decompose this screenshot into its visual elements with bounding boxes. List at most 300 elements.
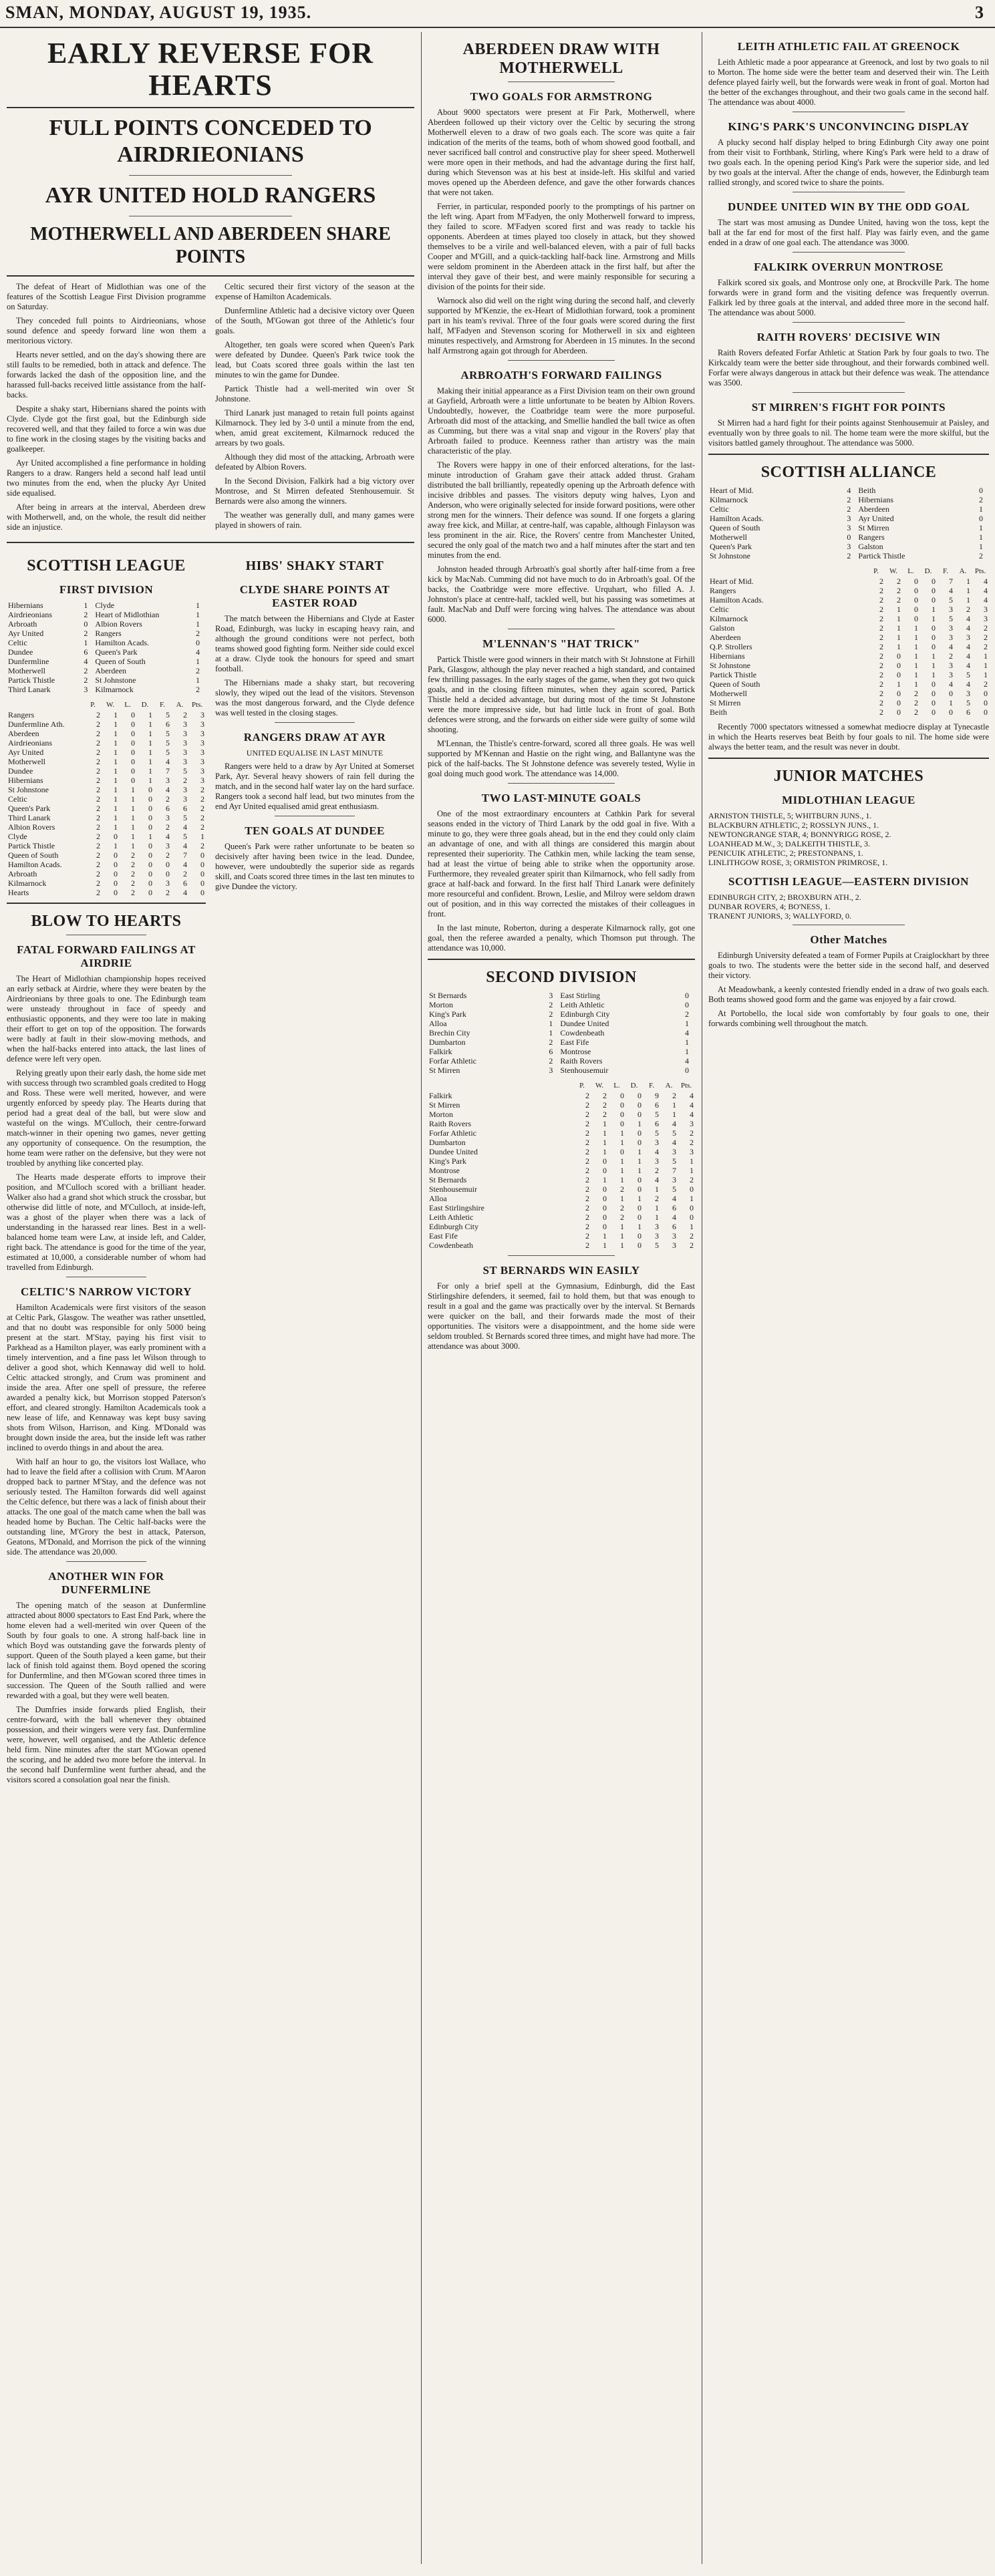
table-cell: 0 (620, 1147, 624, 1156)
lower-columns (7, 548, 414, 1789)
result-cell: Dunfermline (8, 657, 49, 666)
table-cell: East Stirlingshire (429, 1203, 484, 1213)
table-cell: 2 (200, 794, 204, 804)
table-cell: 0 (932, 679, 936, 689)
aberdeen-article (428, 108, 695, 356)
table-row (7, 776, 206, 785)
table-cell: 1 (914, 670, 918, 679)
table-cell: 2 (879, 689, 883, 698)
table-cell: 2 (200, 822, 204, 832)
blow-subtitle: FATAL FORWARD FAILINGS AT AIRDRIE (17, 943, 196, 969)
result-line: EDINBURGH CITY, 2; BROXBURN ATH., 2. (708, 893, 861, 902)
table-cell: 2 (96, 766, 100, 776)
paragraph: About 9000 spectators were present at Fir Park, Motherwell, where Aberdeen followed up their victory over the Celtic by securing the strong Motherwell eleven to a draw of two goals each. The score was quite a fair indication of the merits of the teams, both of whom showed good football, and never sacrificed ball control and constructive play for sheer speed. Motherwell were more open in their methods, and had the advantage during the first half, during which Stevenson was at his best at inside-left. His skilful and varied moves opened up the Aberdeen defence, and gave the other forwards chances that were not taken. (428, 108, 695, 197)
table-cell: 1 (914, 661, 918, 670)
table-cell: 2 (585, 1091, 589, 1100)
result-cell: 2 (847, 551, 851, 560)
table-cell: 6 (166, 804, 170, 813)
table-cell: 1 (200, 832, 204, 841)
arbroath-title: ARBROATH'S FORWARD FAILINGS (460, 369, 662, 381)
table-cell: 3 (183, 794, 187, 804)
table-cell: Motherwell (8, 757, 45, 766)
table-cell: 3 (655, 1156, 659, 1166)
table-cell: 4 (672, 1119, 676, 1128)
paragraph: At Portobello, the local side won comfortably by four goals to one, their forwards combining well throughout the match. (708, 1009, 989, 1028)
result-cell: Celtic (8, 638, 27, 647)
table-cell: 1 (690, 1222, 694, 1231)
result-cell: 1 (84, 601, 88, 610)
table-row (708, 623, 989, 633)
result-line: ARNISTON THISTLE, 5; WHITBURN JUNS., 1. (708, 811, 872, 820)
table-cell: 1 (655, 1184, 659, 1194)
two-last-article (428, 809, 695, 953)
table-cell: 0 (603, 1203, 607, 1213)
table-cell: St Johnstone (710, 661, 751, 670)
table-cell: 0 (131, 757, 135, 766)
table-cell: 2 (96, 729, 100, 738)
table-cell: 1 (148, 766, 152, 776)
result-cell: Third Lanark (8, 685, 51, 694)
table-cell: 4 (183, 860, 187, 869)
table-cell: 1 (637, 1119, 642, 1128)
table-cell: Edinburgh City (429, 1222, 479, 1231)
table-cell: 0 (148, 813, 152, 822)
table-cell: 0 (131, 748, 135, 757)
table-row (7, 813, 206, 822)
paragraph: The start was most amusing as Dundee United, having won the toss, kept the ball at the far end for most of the first half. Play was fairly even, and the game ended in a draw of one goal each. The attendance was 3000. (708, 218, 989, 247)
table-cell: 0 (603, 1184, 607, 1194)
result-cell: 2 (549, 1009, 553, 1019)
result-cell: 1 (979, 504, 983, 514)
table-cell: 1 (131, 832, 135, 841)
table-cell: 0 (148, 785, 152, 794)
table-cell: 4 (690, 1110, 694, 1119)
table-cell: 2 (96, 841, 100, 850)
table-cell: 2 (96, 804, 100, 813)
table-cell: 2 (96, 738, 100, 748)
table-cell: 1 (966, 586, 970, 595)
table-cell: 0 (200, 860, 204, 869)
table-cell: Hamilton Acads. (710, 595, 764, 605)
table-cell: 2 (620, 1203, 624, 1213)
paragraph: Johnston headed through Arbroath's goal shortly after half-time from a free kick by MacNab. Cumming did not have much to do in Arbroath's goal. Of the backs, the Coatbridge were more effective. Urquhart, who filled A. J. Johnston's place at centre-half, tackled well, but his passing was sometimes at fault. MacNab and Duff were forcing wing halves. The attendance was about 6000. (428, 565, 695, 624)
result-cell: 1 (685, 1037, 689, 1047)
blow-article (7, 974, 206, 1273)
result-cell: Queen of South (710, 523, 760, 532)
table-cell: 2 (96, 860, 100, 869)
table-cell: Alloa (429, 1194, 447, 1203)
table-cell: 1 (114, 738, 118, 748)
table-cell: 4 (949, 586, 953, 595)
result-cell: Airdrieonians (8, 610, 52, 619)
result-cell: Hamilton Acads. (710, 514, 764, 523)
table-cell: 1 (914, 651, 918, 661)
eastern-division-title: SCOTTISH LEAGUE—EASTERN DIVISION (728, 875, 969, 888)
table-cell: 3 (690, 1147, 694, 1156)
table-cell: 2 (879, 661, 883, 670)
table-row (708, 651, 989, 661)
table-cell: 2 (131, 888, 135, 897)
result-cell: Queen of South (95, 657, 146, 666)
result-cell: Forfar Athletic (429, 1056, 476, 1066)
table-cell: 0 (148, 860, 152, 869)
paragraph: The opening match of the season at Dunfermline attracted about 8000 spectators to East End Park, where the home eleven had a well-merited win over Queen of the South by four goals to one. A strong half-back line in which Boyd was outstanding gave the forwards plenty of support. Queen of the South played a keen game, but their lack of finish told against them. Boyd opened the scoring for Dunfermline, and then M'Gowan scored three times in succession. The Queen of the South rallied and were rewarded with a goal, but they were well beaten. (7, 1601, 206, 1700)
table-cell: 3 (672, 1147, 676, 1156)
result-cell: 3 (847, 523, 851, 532)
result-cell: 2 (84, 666, 88, 675)
table-cell: East Fife (429, 1231, 458, 1241)
result-cell: 0 (685, 991, 689, 1000)
table-cell: 2 (131, 850, 135, 860)
table-row (428, 1194, 695, 1203)
table-cell: 1 (932, 651, 936, 661)
table-cell: 4 (166, 832, 170, 841)
paragraph: Edinburgh University defeated a team of Former Pupils at Craiglockhart by three goals to two. The students were the better side in the second half, and deserved their victory. (708, 951, 989, 980)
table-cell: St Mirren (429, 1100, 460, 1110)
table-cell: Queen's Park (8, 804, 51, 813)
result-cell: 0 (685, 1066, 689, 1075)
result-cell: 2 (847, 495, 851, 504)
table-cell: 2 (897, 577, 901, 586)
result-cell: 0 (685, 1000, 689, 1009)
table-cell: 4 (672, 1194, 676, 1203)
result-row (428, 1009, 695, 1019)
table-header: P. (873, 567, 879, 575)
result-cell: St Johnstone (710, 551, 751, 560)
result-cell: Heart of Mid. (710, 486, 754, 495)
table-cell: 1 (914, 642, 918, 651)
table-cell: 0 (914, 586, 918, 595)
result-cell: Raith Rovers (560, 1056, 603, 1066)
result-cell: St Bernards (429, 991, 467, 1000)
table-cell: 1 (603, 1119, 607, 1128)
table-cell: 0 (637, 1175, 642, 1184)
table-row (708, 670, 989, 679)
result-cell: 3 (549, 1066, 553, 1075)
table-cell: 2 (879, 698, 883, 707)
result-line: DUNBAR ROVERS, 4; BO'NESS, 1. (708, 902, 831, 911)
result-cell: St Mirren (429, 1066, 460, 1075)
table-cell: 0 (897, 698, 901, 707)
table-cell: 6 (672, 1222, 676, 1231)
table-cell: 4 (166, 757, 170, 766)
table-cell: Kilmarnock (710, 614, 748, 623)
table-cell: 1 (897, 605, 901, 614)
table-cell: 1 (114, 813, 118, 822)
table-row (7, 766, 206, 776)
table-cell: 2 (96, 878, 100, 888)
table-cell: 1 (672, 1100, 676, 1110)
table-cell: 3 (655, 1222, 659, 1231)
table-cell: 2 (690, 1241, 694, 1250)
main-subhead: FULL POINTS CONCEDED TO AIRDRIEONIANS (49, 116, 372, 167)
mclennan-title: M'LENNAN'S "HAT TRICK" (482, 637, 640, 650)
table-cell: St Johnstone (8, 785, 49, 794)
table-cell: 1 (603, 1138, 607, 1147)
table-header: W. (106, 701, 115, 709)
table-cell: 1 (114, 794, 118, 804)
table-cell: 2 (96, 785, 100, 794)
st-bernards-article (428, 1281, 695, 1351)
result-cell: 1 (196, 657, 200, 666)
paragraph: Altogether, ten goals were scored when Queen's Park were defeated by Dundee. Queen's Park twice took the lead, but Coats scored three goals within the last ten minutes to win the game for Dundee. (215, 340, 414, 379)
table-cell: 2 (620, 1184, 624, 1194)
table-row (428, 1138, 695, 1147)
table-cell: 2 (949, 651, 953, 661)
table-cell: St Bernards (429, 1175, 467, 1184)
result-cell: Stenhousemuir (560, 1066, 609, 1075)
table-header: P. (90, 701, 96, 709)
result-cell: Ayr United (858, 514, 894, 523)
table-cell: 1 (148, 748, 152, 757)
table-row (7, 785, 206, 794)
table-cell: 1 (114, 729, 118, 738)
table-row (428, 1110, 695, 1119)
result-cell: Rangers (95, 629, 122, 638)
paragraph: Partick Thistle were good winners in their match with St Johnstone at Firhill Park, Glasgow, although the play never reached a high standard, and contained few thrilling passages. In the early stages of the game, when they got two quick goals, and in the closing fifteen minutes, when they again scored, Partick Thistle held a decided advantage, but during most of the time St Johnstone were the more impressive side, but had little luck in front of goal. Both defences were strong, and the forwards on either side were guilty of some wild shooting. (428, 655, 695, 734)
table-cell: 2 (655, 1194, 659, 1203)
table-cell: 1 (148, 719, 152, 729)
table-cell: 3 (949, 623, 953, 633)
celtic-title: CELTIC'S NARROW VICTORY (21, 1285, 192, 1298)
result-row (708, 532, 989, 542)
first-division-table (7, 699, 206, 897)
table-cell: 3 (166, 776, 170, 785)
table-cell: 3 (655, 1231, 659, 1241)
result-cell: Falkirk (429, 1047, 452, 1056)
table-cell: Stenhousemuir (429, 1184, 477, 1194)
table-cell: Dunfermline Ath. (8, 719, 65, 729)
table-cell: Hearts (8, 888, 29, 897)
falkirk-article (708, 278, 989, 318)
table-cell: 2 (166, 850, 170, 860)
table-row (428, 1231, 695, 1241)
table-cell: 2 (984, 623, 988, 633)
result-row (428, 1019, 695, 1028)
alliance-table (708, 566, 989, 717)
table-cell: 2 (603, 1091, 607, 1100)
table-cell: 0 (131, 729, 135, 738)
table-cell: Falkirk (429, 1091, 452, 1100)
table-cell: Aberdeen (8, 729, 39, 738)
table-header (7, 699, 84, 710)
table-cell: 1 (672, 1110, 676, 1119)
table-cell: 1 (620, 1156, 624, 1166)
result-cell: 2 (196, 685, 200, 694)
leith-title: LEITH ATHLETIC FAIL AT GREENOCK (737, 40, 960, 53)
table-cell: 0 (114, 860, 118, 869)
paragraph: In the Second Division, Falkirk had a big victory over Montrose, and St Mirren defeated Stenhousemuir. St Bernards were also among the winners. (215, 476, 414, 506)
table-cell: 2 (897, 586, 901, 595)
table-cell: 4 (949, 679, 953, 689)
result-cell: 4 (196, 647, 200, 657)
table-row (708, 689, 989, 698)
table-cell: 0 (984, 707, 988, 717)
table-row (428, 1175, 695, 1184)
table-row (7, 804, 206, 813)
table-cell: 5 (183, 766, 187, 776)
table-cell: 1 (932, 614, 936, 623)
table-cell: 2 (914, 698, 918, 707)
leith-article (708, 57, 989, 108)
result-cell: Montrose (560, 1047, 591, 1056)
table-header: D. (630, 1082, 638, 1090)
table-cell: 6 (655, 1119, 659, 1128)
table-row (7, 888, 206, 897)
kings-park-title: KING'S PARK'S UNCONVINCING DISPLAY (728, 120, 970, 133)
table-cell: 2 (183, 776, 187, 785)
result-row (428, 1028, 695, 1037)
table-cell: 2 (984, 642, 988, 651)
result-cell: Dundee United (560, 1019, 609, 1028)
table-cell: 0 (603, 1166, 607, 1175)
table-cell: 4 (672, 1213, 676, 1222)
result-cell: Rangers (858, 532, 885, 542)
result-row (7, 601, 206, 610)
table-cell: 3 (200, 757, 204, 766)
junior-subtitle: MIDLOTHIAN LEAGUE (782, 794, 915, 806)
main-subhead-2: AYR UNITED HOLD RANGERS (45, 183, 376, 208)
table-cell: Hibernians (8, 776, 43, 785)
table-cell: 2 (879, 651, 883, 661)
table-cell: 3 (672, 1241, 676, 1250)
table-cell: 1 (620, 1222, 624, 1231)
table-row (708, 698, 989, 707)
table-header: A. (959, 567, 967, 575)
table-header: L. (124, 701, 131, 709)
table-cell: 4 (984, 595, 988, 605)
table-row (428, 1119, 695, 1128)
table-cell: 0 (897, 689, 901, 698)
table-cell: 0 (637, 1110, 642, 1119)
paragraph: Third Lanark just managed to retain full points against Kilmarnock. They led by 3-0 until a minute from the end, when, amid great excitement, Kilmarnock reduced the arrears by two goals. (215, 408, 414, 448)
paragraph: Leith Athletic made a poor appearance at Greenock, and lost by two goals to nil to Morton. The home side were the better team and deserved their win. The Leith defence played fairly well, but the forwards were weak in front of goal. Morton had the better of the exchanges throughout, and their two goals came in the second half. The attendance was about 4000. (708, 57, 989, 107)
result-row (708, 504, 989, 514)
result-row (708, 551, 989, 560)
table-cell: Partick Thistle (8, 841, 55, 850)
paragraph: Ayr United accomplished a fine performance in holding Rangers to a draw. Rangers held a second half lead until two minutes from the end, when the plucky Ayr United side equalised. (7, 458, 206, 498)
result-cell: 2 (84, 610, 88, 619)
table-cell: 6 (166, 719, 170, 729)
table-cell: 0 (114, 869, 118, 878)
table-cell: 0 (637, 1091, 642, 1100)
table-cell: 3 (655, 1138, 659, 1147)
table-row (428, 1184, 695, 1194)
table-header: L. (907, 567, 914, 575)
table-cell: 5 (166, 729, 170, 738)
table-cell: 2 (131, 878, 135, 888)
table-cell: 0 (637, 1138, 642, 1147)
result-row (708, 486, 989, 495)
table-cell: Leith Athletic (429, 1213, 474, 1222)
table-cell: 2 (585, 1231, 589, 1241)
table-cell: 3 (690, 1119, 694, 1128)
table-cell: 0 (166, 869, 170, 878)
table-cell: 2 (585, 1156, 589, 1166)
result-cell: Alloa (429, 1019, 447, 1028)
table-cell: 1 (148, 776, 152, 785)
table-cell: 1 (114, 822, 118, 832)
table-cell: 2 (879, 623, 883, 633)
table-header: A. (176, 701, 184, 709)
result-cell: Hibernians (8, 601, 43, 610)
result-cell: 2 (979, 551, 983, 560)
table-cell: 0 (603, 1213, 607, 1222)
result-cell: Ayr United (8, 629, 44, 638)
table-cell: 1 (637, 1156, 642, 1166)
table-cell: 0 (984, 689, 988, 698)
table-cell: 5 (672, 1156, 676, 1166)
table-cell: 3 (183, 719, 187, 729)
table-cell: 1 (620, 1166, 624, 1175)
table-cell: 0 (620, 1110, 624, 1119)
table-cell: 2 (585, 1110, 589, 1119)
table-cell: 1 (897, 679, 901, 689)
result-cell: 4 (84, 657, 88, 666)
dunfermline-article (7, 1601, 206, 1785)
table-cell: 4 (690, 1091, 694, 1100)
table-cell: 1 (655, 1203, 659, 1213)
result-cell: 2 (549, 1037, 553, 1047)
table-cell: 2 (690, 1128, 694, 1138)
dunfermline-title: ANOTHER WIN FOR DUNFERMLINE (48, 1570, 164, 1596)
table-cell: 2 (690, 1231, 694, 1241)
table-cell: 1 (637, 1194, 642, 1203)
result-cell: Queen's Park (710, 542, 752, 551)
table-cell: 2 (690, 1138, 694, 1147)
table-header: D. (141, 701, 149, 709)
table-row (7, 748, 206, 757)
table-cell: 2 (166, 822, 170, 832)
table-cell: 0 (932, 623, 936, 633)
table-cell: 7 (166, 766, 170, 776)
result-row (428, 991, 695, 1000)
table-cell: 3 (200, 729, 204, 738)
table-cell: 1 (620, 1138, 624, 1147)
result-cell: Partick Thistle (8, 675, 55, 685)
result-cell: 1 (196, 675, 200, 685)
result-cell: 2 (196, 666, 200, 675)
table-cell: Arbroath (8, 869, 37, 878)
second-division-title: SECOND DIVISION (486, 969, 637, 986)
table-cell: King's Park (429, 1156, 466, 1166)
table-cell: Albion Rovers (8, 822, 55, 832)
paragraph: At Meadowbank, a keenly contested friendly ended in a draw of two goals each. Both teams showed good form and the game was enjoyed by a fair crowd. (708, 985, 989, 1004)
table-cell: 2 (879, 670, 883, 679)
table-cell: 2 (914, 689, 918, 698)
table-cell: 3 (200, 748, 204, 757)
result-cell: 4 (685, 1056, 689, 1066)
table-cell: 7 (672, 1166, 676, 1175)
table-cell: 0 (914, 605, 918, 614)
table-cell: 5 (166, 738, 170, 748)
table-cell: 2 (585, 1166, 589, 1175)
table-cell: Galston (710, 623, 735, 633)
table-cell: 3 (200, 719, 204, 729)
table-cell: Third Lanark (8, 813, 51, 822)
table-cell: Raith Rovers (429, 1119, 471, 1128)
result-row (7, 647, 206, 657)
table-cell: Morton (429, 1110, 453, 1119)
table-row (428, 1203, 695, 1213)
table-cell: 0 (620, 1091, 624, 1100)
result-cell: Hibernians (858, 495, 893, 504)
table-cell: 2 (96, 822, 100, 832)
table-cell: 2 (131, 869, 135, 878)
paragraph: Ferrier, in particular, responded poorly to the promptings of his partner on the left wing. Apart from M'Fadyen, the only Motherwell forward to impress, they failed to score. M'Fadyen scored first and was ready to tackle his opponents. Aberdeen at times played too closely in attack, but they showed themselves to be a virile and well-balanced eleven, with a pair of full backs Cooper and M'Gill, and a quick-tackling half-back line. Armstrong and Mills were seldom prominent in the Aberdeen attack in the first half, but after the interval they gave of their best, and were mainly responsible for securing a division of the points for their side. (428, 202, 695, 291)
table-cell: 1 (690, 1194, 694, 1203)
table-cell: 1 (932, 661, 936, 670)
